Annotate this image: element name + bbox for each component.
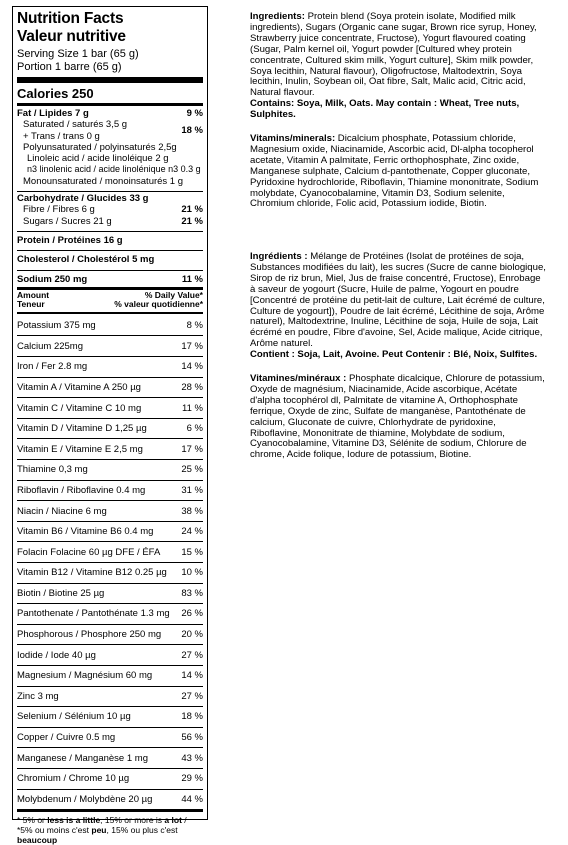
nutrient-label: Magnesium / Magnésium 60 mg — [17, 670, 153, 682]
sodium-label: Sodium 250 mg — [17, 273, 88, 285]
vitamins-fr-text: Phosphate dicalcique, Chlorure de potassium, Oxyde de magnésium, Niacinamide, Acide ascorbique, Acétate d'alpha tocophérol dl, Palmitate de vitamine A, Orthophosphate ferrique, Oxyde de zinc, Sulfate de manganèse, Pantothénate de calcium, Gluconate de cuivre, Chlorhydrate de pyridoxine, Riboflavine, Mononitrate de thiamine, Molybdate de sodium, Cyanocobalamine, Vitamine D3, Sélénite de sodium, Chlorure de chrome, Acide folique, Iodure de potassium, Biotine. — [250, 373, 545, 461]
nutrient-label: Pantothenate / Pantothénate 1.3 mg — [17, 608, 170, 620]
trans-label: + Trans / trans 0 g — [23, 130, 100, 142]
nutrient-label: Vitamin B12 / Vitamine B12 0.25 µg — [17, 567, 167, 579]
n3-label: n3 linolenic acid / acide linolénique n3 0.3 g — [27, 164, 201, 175]
ingredients-fr — [250, 252, 546, 361]
ingredients-en-label: Ingredients: — [250, 11, 305, 22]
nutrient-dv: 38 % — [181, 505, 203, 517]
divider-medium — [17, 103, 203, 106]
nutrient-dv: 26 % — [181, 608, 203, 620]
nutrient-label: Vitamin D / Vitamine D 1,25 µg — [17, 423, 147, 435]
vitamins-en-text: Dicalcium phosphate, Potassium chloride, Magnesium oxide, Niacinamide, Ascorbic acid, Dl-alpha tocopherol acetate, Vitamin A palmitate, Ferric orthophosphate, Zinc oxide, Manganese sulphate, Calcium d-pantothenate, Copper gluconate, Pyridoxine hydrochloride, Riboflavin, Thiamine mononitrate, Sodium molybdate, Cyanocobalamine, Vitamin D3, Sodium selenite, Chromium chloride, Folic acid, Potassium iodide, Biotin. — [250, 133, 539, 210]
amount-label-fr: Teneur — [17, 299, 45, 310]
footnote-fr-peu: peu — [91, 825, 107, 836]
nutrient-label: Vitamin E / Vitamine E 2,5 mg — [17, 443, 143, 455]
nutrient-label: Niacin / Niacine 6 mg — [17, 505, 107, 517]
nutrient-dv: 10 % — [181, 567, 203, 579]
nutrient-dv: 56 % — [181, 732, 203, 744]
nutrient-label: Iodide / Iode 40 µg — [17, 649, 96, 661]
nutrient-label: Vitamin B6 / Vitamine B6 0.4 mg — [17, 526, 154, 538]
vitamin-mineral-row — [17, 644, 203, 665]
linoleic-label: Linoleic acid / acide linoléique 2 g — [27, 153, 169, 165]
sat-trans-group — [17, 119, 203, 142]
vitamin-mineral-row — [17, 706, 203, 727]
contains-en: Contains: Soya, Milk, Oats. May contain : Wheat, Tree nuts, Sulphites. — [250, 98, 520, 121]
sat-trans-dv: 18 % — [181, 124, 203, 136]
vitamin-mineral-row — [17, 789, 203, 810]
sodium-dv: 11 % — [181, 273, 203, 285]
nutrient-dv: 44 % — [181, 793, 203, 805]
nutrient-label: Zinc 3 mg — [17, 690, 59, 702]
amount-label-en: Amount — [17, 289, 50, 300]
footnote-en-little: less is a little — [47, 815, 101, 826]
nutrient-dv: 25 % — [181, 464, 203, 476]
vitamin-mineral-list — [17, 315, 203, 809]
sugars-dv: 21 % — [181, 215, 203, 227]
monounsaturated-label: Monounsaturated / monoinsaturés 1 g — [23, 175, 184, 187]
ingredients-fr-label: Ingrédients : — [250, 251, 308, 262]
ingredients-en-text: Protein blend (Soya protein isolate, Modified milk ingredients), Sugars (Organic cane sugar, Brown rice syrup, Honey, Strawberry juice concentrate, Fructose), Yogurt flavoured coating (Sugar, Palm kernel oil, Yogurt powder [Cultured whey protein concentrate, Cultured skim milk, Yogurt culture], Skim milk powder, Soya lecithin, Natural flavour), Oligofructose, Maltodextrin, Soya lecithin, Inulin, Soybean oil, Oat fibre, Salt, Malic acid, Citric acid, Natural flavour. — [250, 11, 537, 99]
footnote-fr — [17, 825, 203, 845]
vitamin-mineral-row — [17, 624, 203, 645]
divider-medium-3 — [17, 312, 203, 314]
footnote-en-part: / — [181, 815, 187, 826]
fat-dv: 9 % — [186, 108, 203, 119]
nutrient-label: Thiamine 0,3 mg — [17, 464, 88, 476]
nutrient-dv: 11 % — [182, 402, 203, 414]
nutrient-label: Vitamin A / Vitamine A 250 µg — [17, 381, 141, 393]
vitamin-mineral-row — [17, 583, 203, 604]
vitamins-minerals-en — [250, 134, 546, 210]
nutrient-label: Potassium 375 mg — [17, 319, 96, 331]
saturated-label: Saturated / saturés 3,5 g — [23, 119, 128, 131]
dv-label-en: % Daily Value* — [144, 289, 203, 300]
cholesterol-label: Cholesterol / Cholestérol 5 mg — [17, 254, 155, 266]
trans-row — [17, 131, 127, 142]
footnote-en-part: * 5% or — [17, 815, 48, 826]
nutrient-label: Molybdenum / Molybdène 20 µg — [17, 793, 153, 805]
nutrient-dv: 17 % — [181, 340, 203, 352]
vitamin-mineral-row — [17, 438, 203, 459]
contains-fr: Contient : Soja, Lait, Avoine. Peut Contenir : Blé, Noix, Sulfites. — [250, 349, 538, 361]
vitamin-mineral-row — [17, 335, 203, 356]
saturated-row — [17, 119, 127, 130]
footnote-fr-part: *5% ou moins c'est — [17, 825, 92, 836]
nutrient-label: Manganese / Manganèse 1 mg — [17, 752, 148, 764]
vitamin-mineral-row — [17, 768, 203, 789]
fibre-row — [17, 204, 203, 215]
calories: Calories 250 — [17, 86, 94, 101]
nutrient-label: Folacin Folacine 60 µg DFE / ÉFA — [17, 546, 161, 558]
fibre-dv: 21 % — [181, 204, 203, 216]
daily-value-footnote — [17, 812, 203, 845]
footnote-en-lot: a lot — [164, 815, 182, 826]
fibre-label: Fibre / Fibres 6 g — [23, 204, 95, 216]
nutrient-dv: 18 % — [181, 711, 203, 723]
vitamin-mineral-row — [17, 418, 203, 439]
n3-row — [17, 164, 203, 175]
protein-label: Protein / Protéines 16 g — [17, 234, 123, 246]
nutrient-dv: 14 % — [181, 361, 203, 373]
nutrition-title-fr: Valeur nutritive — [17, 28, 126, 45]
vitamin-mineral-row — [17, 315, 203, 336]
nutrient-dv: 29 % — [181, 773, 203, 785]
fat-label: Fat / Lipides 7 g — [17, 108, 89, 119]
carbohydrate-row — [17, 191, 203, 204]
footnote-fr-part: , 15% ou plus c'est — [106, 825, 178, 836]
nutrient-label: Riboflavin / Riboflavine 0.4 mg — [17, 484, 146, 496]
nutrient-dv: 20 % — [181, 629, 203, 641]
vitamin-mineral-row — [17, 665, 203, 686]
nutrient-dv: 27 % — [181, 649, 203, 661]
serving-size-en: Serving Size 1 bar (65 g) — [17, 48, 139, 60]
vitamin-mineral-row — [17, 459, 203, 480]
vitamin-mineral-row — [17, 356, 203, 377]
nutrient-dv: 31 % — [181, 484, 203, 496]
nutrient-label: Copper / Cuivre 0.5 mg — [17, 732, 116, 744]
vitamin-mineral-row — [17, 747, 203, 768]
vitamins-fr-label: Vitamines/minéraux : — [250, 373, 347, 384]
cholesterol-row — [17, 250, 203, 267]
nutrient-label: Selenium / Sélénium 10 µg — [17, 711, 131, 723]
vitamin-mineral-row — [17, 686, 203, 707]
nutrition-title-en: Nutrition Facts — [17, 10, 124, 27]
linoleic-row — [17, 153, 203, 164]
nutrient-label: Chromium / Chrome 10 µg — [17, 773, 130, 785]
nutrient-label: Iron / Fer 2.8 mg — [17, 361, 88, 373]
footnote-fr-beaucoup: beaucoup — [17, 835, 58, 845]
nutrient-dv: 15 % — [181, 546, 203, 558]
polyunsaturated-row — [17, 142, 203, 153]
sugars-row — [17, 216, 203, 227]
nutrient-dv: 24 % — [181, 526, 203, 538]
vitamin-mineral-row — [17, 562, 203, 583]
polyunsaturated-label: Polyunsaturated / polyinsaturés 2,5g — [23, 141, 177, 153]
ingredients-fr-text: Mélange de Protéines (Isolat de protéines de soja, Substances modifiées du lait), les sucres (Sucre de canne biologique, Sirop de riz brun, Miel, Jus de fraise concentré, Fructose), Enrobage à saveur de yogourt (Sucre, Huile de palme, Yogourt en poudre [Concentré de protéine du petit-lait de culture, Lait écrémé de culture, Culture de yogourt]), Poudre de lait écrémé, Lécithine de soja, Arôme naturel), Maltodextrine, Inuline, Lécithine de soja, Huile de soja, Lait écrémé en poudre, Fibre d'avoine, Sel, Acide malique, Acide citrique, Arôme naturel. — [250, 251, 546, 350]
vitamin-mineral-row — [17, 541, 203, 562]
nutrition-facts-panel — [12, 6, 208, 845]
nutrient-dv: 14 % — [181, 670, 203, 682]
footnote-en — [17, 815, 203, 825]
nutrient-dv: 17 % — [181, 443, 203, 455]
vitamin-mineral-row — [17, 521, 203, 542]
serving-size-fr: Portion 1 barre (65 g) — [17, 61, 122, 73]
sodium-row — [17, 270, 203, 287]
footnote-en-part: , 15% or more is — [100, 815, 165, 826]
nutrient-dv: 8 % — [186, 319, 203, 331]
monounsaturated-row — [17, 176, 203, 187]
carbohydrate-label: Carbohydrate / Glucides 33 g — [17, 193, 149, 205]
vitamins-en-label: Vitamins/minerals: — [250, 133, 336, 144]
sugars-label: Sugars / Sucres 21 g — [23, 215, 112, 227]
nutrient-dv: 43 % — [181, 752, 203, 764]
nutrient-label: Vitamin C / Vitamine C 10 mg — [17, 402, 142, 414]
vitamin-mineral-row — [17, 727, 203, 748]
nutrient-label: Biotin / Biotine 25 µg — [17, 587, 105, 599]
vitamins-minerals-fr — [250, 374, 546, 461]
daily-value-header — [17, 290, 203, 312]
nutrient-label: Phosphorous / Phosphore 250 mg — [17, 629, 162, 641]
nutrient-dv: 28 % — [181, 381, 203, 393]
ingredients-en — [250, 12, 546, 121]
fat-row — [17, 108, 203, 119]
dv-label-fr: % valeur quotidienne* — [114, 299, 203, 310]
vitamin-mineral-row — [17, 397, 203, 418]
nutrient-dv: 6 % — [186, 423, 203, 435]
vitamin-mineral-row — [17, 500, 203, 521]
vitamin-mineral-row — [17, 603, 203, 624]
nutrient-label: Calcium 225mg — [17, 340, 83, 352]
vitamin-mineral-row — [17, 377, 203, 398]
nutrient-dv: 83 % — [181, 587, 203, 599]
divider-thick — [17, 77, 203, 83]
nutrient-dv: 27 % — [181, 690, 203, 702]
protein-row — [17, 231, 203, 248]
vitamin-mineral-row — [17, 480, 203, 501]
